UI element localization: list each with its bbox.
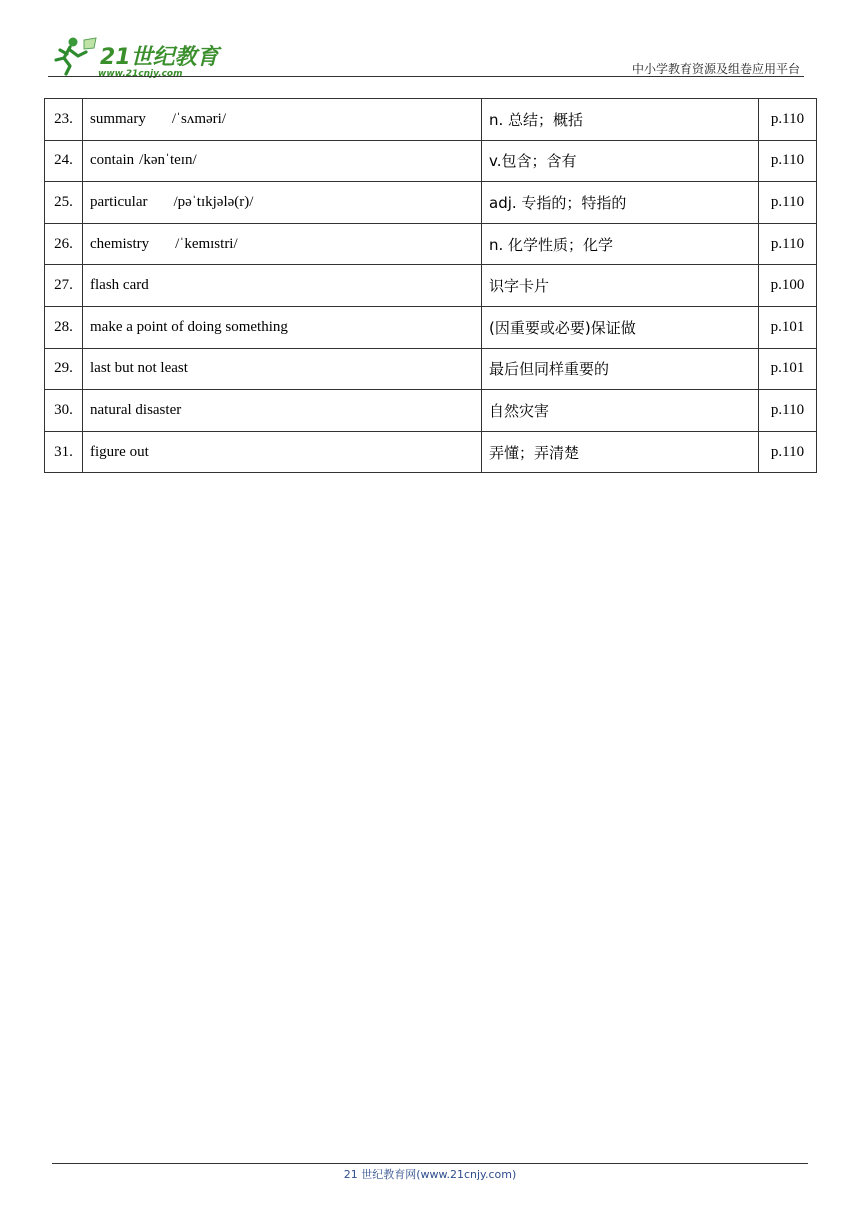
row-number: 23. — [45, 99, 83, 141]
row-number: 29. — [45, 348, 83, 390]
word-cell — [83, 265, 482, 307]
english-word: flash card — [90, 277, 149, 294]
page-header — [44, 30, 804, 80]
vocabulary-table — [44, 98, 817, 473]
footer-text: 21 世纪教育网(www.21cnjy.com) — [343, 1168, 517, 1181]
english-word: figure out — [90, 443, 149, 460]
word-cell — [83, 99, 482, 141]
english-word: contain — [90, 152, 135, 169]
21cnjy-logo — [48, 34, 228, 78]
chinese-meaning: 弄懂；弄清楚 — [482, 431, 759, 473]
english-word: make a point of doing something — [90, 318, 288, 335]
word-cell — [83, 306, 482, 348]
page-reference: p.110 — [759, 182, 817, 224]
logo-text: 21世纪教育 — [100, 45, 219, 70]
logo-url: www.21cnjy.com — [98, 69, 183, 78]
chinese-meaning: n. 化学性质；化学 — [482, 223, 759, 265]
platform-name: 中小学教育资源及组卷应用平台 — [631, 62, 800, 76]
table-row — [45, 306, 817, 348]
footer-divider — [52, 1163, 808, 1164]
phonetic: /pəˈtɪkjələ(r)/ — [173, 193, 254, 210]
english-word: chemistry — [90, 235, 150, 252]
chinese-meaning: 自然灾害 — [482, 390, 759, 432]
word-cell — [83, 390, 482, 432]
chinese-meaning: adj. 专指的；特指的 — [482, 182, 759, 224]
row-number: 24. — [45, 140, 83, 182]
page-reference: p.110 — [759, 140, 817, 182]
chinese-meaning: (因重要或必要)保证做 — [482, 306, 759, 348]
english-word: summary — [90, 110, 146, 127]
page-reference: p.101 — [759, 306, 817, 348]
page-reference: p.100 — [759, 265, 817, 307]
header-divider — [48, 76, 804, 77]
page-reference: p.110 — [759, 390, 817, 432]
word-cell — [83, 348, 482, 390]
english-word: last but not least — [90, 360, 188, 377]
row-number: 25. — [45, 182, 83, 224]
page-reference: p.101 — [759, 348, 817, 390]
word-cell — [83, 182, 482, 224]
phonetic: /ˈkemɪstri/ — [175, 235, 238, 252]
row-number: 26. — [45, 223, 83, 265]
table-row — [45, 390, 817, 432]
row-number: 30. — [45, 390, 83, 432]
phonetic: /kənˈteɪn/ — [139, 152, 197, 169]
phonetic: /ˈsʌməri/ — [171, 110, 226, 127]
word-cell — [83, 140, 482, 182]
chinese-meaning: v.包含；含有 — [482, 140, 759, 182]
table-row — [45, 431, 817, 473]
english-word: natural disaster — [90, 401, 182, 418]
page-reference: p.110 — [759, 431, 817, 473]
page-reference: p.110 — [759, 99, 817, 141]
chinese-meaning: 最后但同样重要的 — [482, 348, 759, 390]
table-row — [45, 223, 817, 265]
row-number: 28. — [45, 306, 83, 348]
chinese-meaning: n. 总结；概括 — [482, 99, 759, 141]
word-cell — [83, 431, 482, 473]
table-row — [45, 182, 817, 224]
row-number: 27. — [45, 265, 83, 307]
chinese-meaning: 识字卡片 — [482, 265, 759, 307]
page-reference: p.110 — [759, 223, 817, 265]
table-row — [45, 348, 817, 390]
english-word: particular — [90, 193, 148, 210]
word-cell — [83, 223, 482, 265]
table-row — [45, 265, 817, 307]
table-row — [45, 140, 817, 182]
row-number: 31. — [45, 431, 83, 473]
table-row — [45, 99, 817, 141]
